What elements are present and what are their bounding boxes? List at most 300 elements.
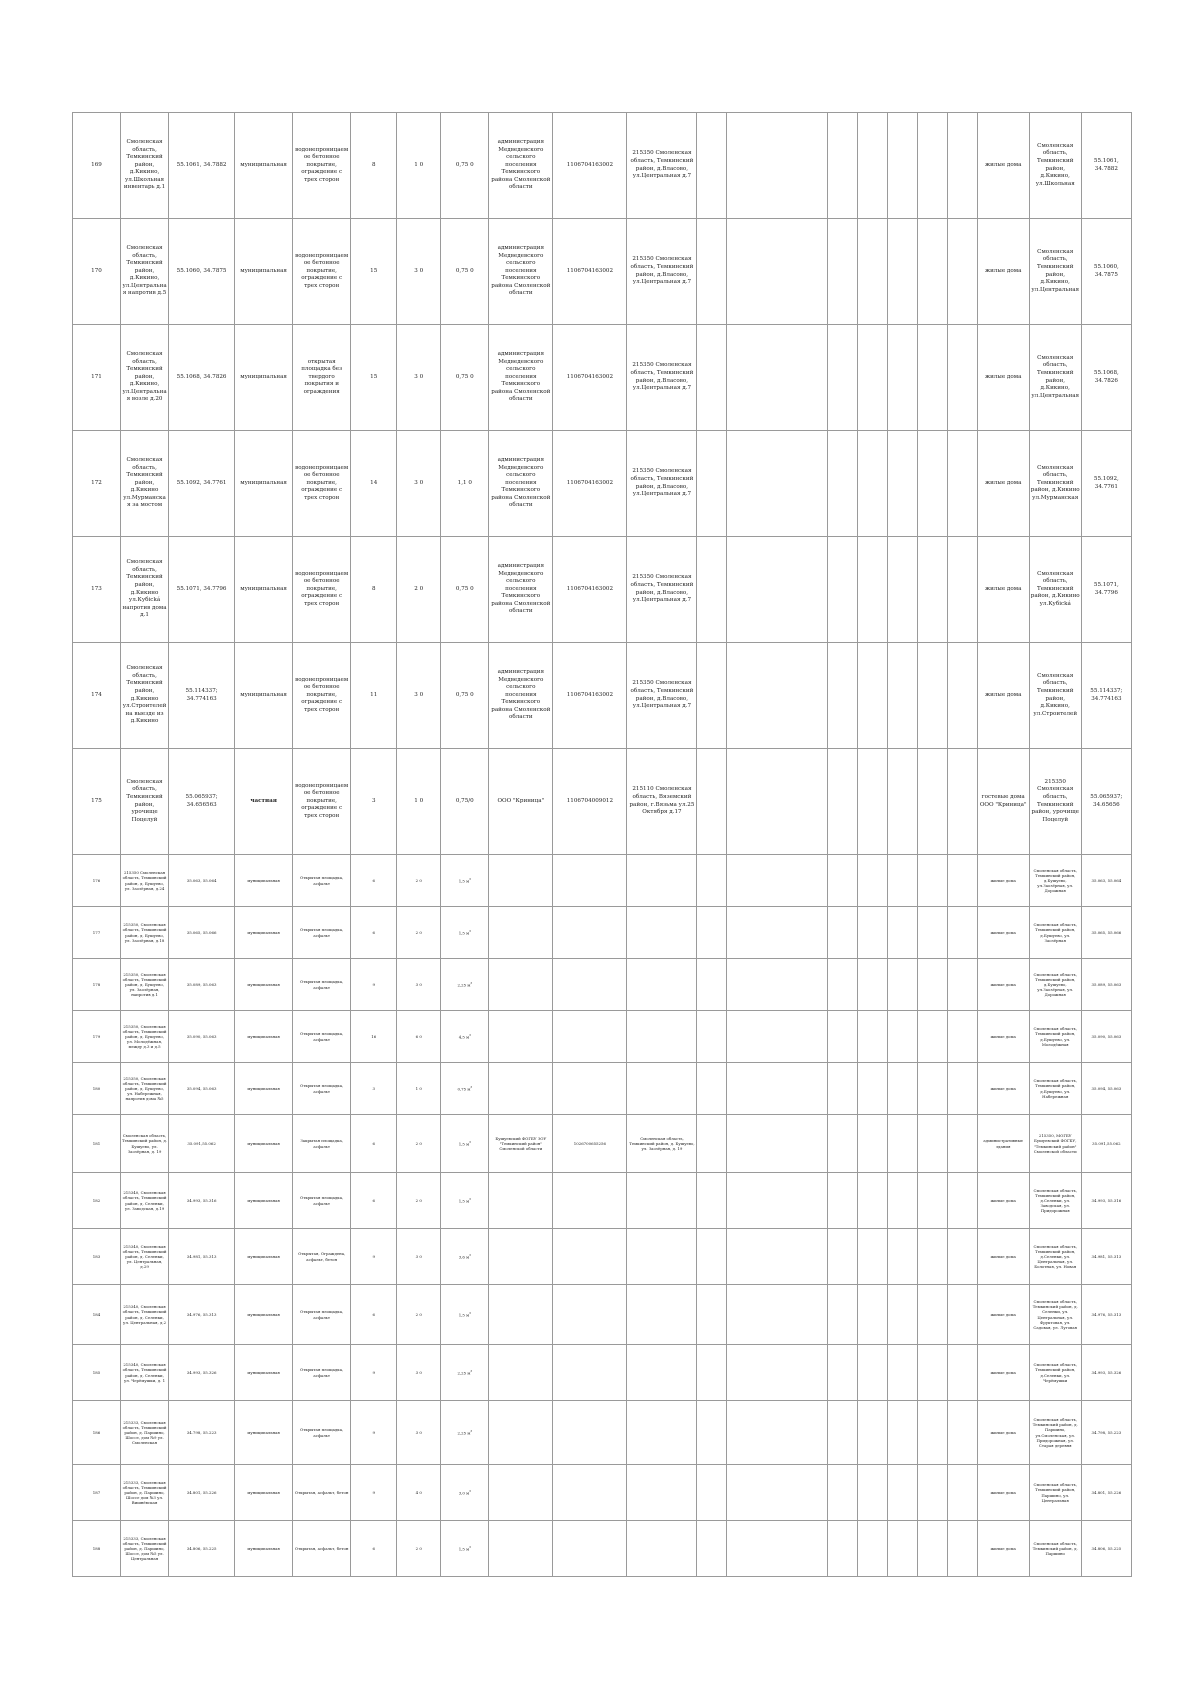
owner-name bbox=[489, 1345, 553, 1401]
surface-type: водонепроницаемое бетонное покрытие, ограждение с трех сторон bbox=[293, 113, 351, 219]
empty-cell bbox=[727, 1465, 827, 1521]
table-row bbox=[73, 537, 1132, 643]
waste-sources: жилые дома bbox=[977, 1063, 1029, 1115]
ownership-type: муниципальная bbox=[235, 431, 293, 537]
empty-cell bbox=[947, 1011, 977, 1063]
empty-cell bbox=[697, 643, 727, 749]
ownership-type: муниципальная bbox=[235, 1401, 293, 1465]
owner-address bbox=[627, 1063, 697, 1115]
container-volume: 3,0 $м^3$ bbox=[441, 1465, 489, 1521]
surface-type: Открытая площадка, асфальт bbox=[293, 1063, 351, 1115]
empty-cell bbox=[887, 959, 917, 1011]
surface-type: Закрытая площадка, асфальт bbox=[293, 1115, 351, 1173]
table-row bbox=[73, 855, 1132, 907]
owner-ogrn: 1026700655256 bbox=[553, 1115, 627, 1173]
empty-cell bbox=[827, 749, 857, 855]
container-count: 2 0 bbox=[397, 1173, 441, 1229]
container-count: 1 0 bbox=[397, 113, 441, 219]
source-address: Смоленская область, Темкинский район, д. Паршино bbox=[1029, 1521, 1081, 1577]
ownership-type: частная bbox=[235, 749, 293, 855]
area-value: 3 bbox=[351, 1063, 397, 1115]
table-row bbox=[73, 1285, 1132, 1345]
ownership-type: муниципальная bbox=[235, 1521, 293, 1577]
empty-cell bbox=[947, 643, 977, 749]
owner-ogrn bbox=[553, 855, 627, 907]
empty-cell bbox=[727, 1345, 827, 1401]
empty-cell bbox=[727, 219, 827, 325]
empty-cell bbox=[947, 113, 977, 219]
site-coordinates: 55.1060, 34.7875 bbox=[169, 219, 235, 325]
empty-cell bbox=[827, 219, 857, 325]
empty-cell bbox=[727, 431, 827, 537]
empty-cell bbox=[827, 431, 857, 537]
empty-cell bbox=[857, 537, 887, 643]
waste-sources: гостевые дома ООО "Криница" bbox=[977, 749, 1029, 855]
surface-type: Открытая площадка, асфальт bbox=[293, 1401, 351, 1465]
owner-ogrn bbox=[553, 1465, 627, 1521]
owner-ogrn: 1106704163002 bbox=[553, 643, 627, 749]
empty-cell bbox=[917, 1345, 947, 1401]
area-value: 6 bbox=[351, 1173, 397, 1229]
container-volume: 1,5 $м^3$ bbox=[441, 1173, 489, 1229]
owner-ogrn: 1106704163002 bbox=[553, 431, 627, 537]
area-value: 16 bbox=[351, 1011, 397, 1063]
source-coordinates: 35.065, 55.066 bbox=[1081, 907, 1131, 959]
site-coordinates: 34.993, 55.326 bbox=[169, 1345, 235, 1401]
site-coordinates: 35.090, 55.063 bbox=[169, 1011, 235, 1063]
empty-cell bbox=[917, 537, 947, 643]
empty-cell bbox=[917, 1285, 947, 1345]
area-value: 15 bbox=[351, 325, 397, 431]
empty-cell bbox=[917, 1115, 947, 1173]
table-row bbox=[73, 907, 1132, 959]
source-address: Смоленская область, Темкинский район, д.Кикино ул.Кубická bbox=[1029, 537, 1081, 643]
empty-cell bbox=[887, 643, 917, 749]
owner-ogrn bbox=[553, 1285, 627, 1345]
source-address: Смоленская область, Темкинский район, д. Паршино, ул.Смоленская, ул. Придорожная, ул. Старая деревня bbox=[1029, 1401, 1081, 1465]
table-row bbox=[73, 1173, 1132, 1229]
empty-cell bbox=[917, 1173, 947, 1229]
row-number: 173 bbox=[73, 537, 121, 643]
waste-sources: жилые дома bbox=[977, 1011, 1029, 1063]
source-address: Смоленская область, Темкинский район, д.Селенки, ул. Центральная, ул. Болотная, ул. Новая bbox=[1029, 1229, 1081, 1285]
container-volume: 0,75 0 bbox=[441, 537, 489, 643]
table-row bbox=[73, 1063, 1132, 1115]
source-address: Смоленская область, Темкинский район, д.Бушуево, ул. Заозёрная bbox=[1029, 907, 1081, 959]
table-row bbox=[73, 1465, 1132, 1521]
source-coordinates: 35.090, 55.063 bbox=[1081, 1011, 1131, 1063]
container-count: 3 0 bbox=[397, 959, 441, 1011]
owner-ogrn bbox=[553, 1063, 627, 1115]
surface-type: Открытая, Ограждена, асфальт, бетон bbox=[293, 1229, 351, 1285]
container-volume: 0,75/0 bbox=[441, 749, 489, 855]
area-value: 9 bbox=[351, 1401, 397, 1465]
empty-cell bbox=[857, 113, 887, 219]
owner-ogrn bbox=[553, 1521, 627, 1577]
source-coordinates: 34.993, 55.326 bbox=[1081, 1345, 1131, 1401]
empty-cell bbox=[697, 959, 727, 1011]
container-volume: 1,5 $м^3$ bbox=[441, 907, 489, 959]
empty-cell bbox=[857, 1465, 887, 1521]
row-number: 175 bbox=[73, 749, 121, 855]
owner-ogrn bbox=[553, 1229, 627, 1285]
container-volume: 3,6 $м^3$ bbox=[441, 1229, 489, 1285]
site-coordinates: 34.993, 55.316 bbox=[169, 1173, 235, 1229]
empty-cell bbox=[857, 1229, 887, 1285]
empty-cell bbox=[917, 643, 947, 749]
empty-cell bbox=[887, 907, 917, 959]
container-volume: 1,1 0 bbox=[441, 431, 489, 537]
container-volume: 0,75 0 bbox=[441, 219, 489, 325]
owner-address: 215350 Смоленская область, Темкинский район, д.Власово, ул.Центральная д.7 bbox=[627, 325, 697, 431]
ownership-type: муниципальная bbox=[235, 1011, 293, 1063]
empty-cell bbox=[827, 1115, 857, 1173]
empty-cell bbox=[887, 431, 917, 537]
area-value: 6 bbox=[351, 1285, 397, 1345]
empty-cell bbox=[697, 1011, 727, 1063]
empty-cell bbox=[827, 1285, 857, 1345]
site-coordinates: 35.094, 55.063 bbox=[169, 1063, 235, 1115]
surface-type: водонепроницаемое бетонное покрытие, ограждение с трех сторон bbox=[293, 431, 351, 537]
empty-cell bbox=[947, 1465, 977, 1521]
surface-type: Открытая площадка, асфальт bbox=[293, 907, 351, 959]
source-address: Смоленская область, Темкинский район, д.Селенки, ул. Заводская, ул. Придорожная bbox=[1029, 1173, 1081, 1229]
waste-sources: жилые дома bbox=[977, 1173, 1029, 1229]
empty-cell bbox=[827, 959, 857, 1011]
row-number: 178 bbox=[73, 959, 121, 1011]
row-number: 184 bbox=[73, 1285, 121, 1345]
container-count: 2 0 bbox=[397, 1521, 441, 1577]
container-volume: 4,5 $м^3$ bbox=[441, 1011, 489, 1063]
empty-cell bbox=[697, 1173, 727, 1229]
owner-address: 215350 Смоленская область, Темкинский район, д.Власово, ул.Центральная д.7 bbox=[627, 537, 697, 643]
empty-cell bbox=[917, 219, 947, 325]
waste-sources: жилые дома bbox=[977, 113, 1029, 219]
site-coordinates: 55.1071, 34.7796 bbox=[169, 537, 235, 643]
empty-cell bbox=[917, 907, 947, 959]
source-address: Смоленская область, Темкинский район, д. Селенки, ул. Центральная, ул. Фруктовая, ул. Садовая, ул. Луговая bbox=[1029, 1285, 1081, 1345]
empty-cell bbox=[697, 1115, 727, 1173]
empty-cell bbox=[887, 1173, 917, 1229]
ownership-type: муниципальная bbox=[235, 325, 293, 431]
ownership-type: муниципальная bbox=[235, 643, 293, 749]
empty-cell bbox=[827, 1229, 857, 1285]
empty-cell bbox=[887, 1345, 917, 1401]
empty-cell bbox=[727, 749, 827, 855]
container-count: 2 0 bbox=[397, 1285, 441, 1345]
owner-name: администрация Медведевского сельского поселения Темкинского района Смоленской области bbox=[489, 537, 553, 643]
site-coordinates: 34.798, 55.223 bbox=[169, 1401, 235, 1465]
container-volume: 1,5 $м^3$ bbox=[441, 1115, 489, 1173]
owner-address bbox=[627, 1229, 697, 1285]
site-address: 215333, Смоленская область, Темкинский район, д. Паршино, Шоссе, дом №5 ул. Центральная bbox=[121, 1521, 169, 1577]
container-volume: 1,5 $м^3$ bbox=[441, 1285, 489, 1345]
source-address: Смоленская область, Темкинский район, д.Селенки, ул. Черёмушки bbox=[1029, 1345, 1081, 1401]
site-coordinates: 34.981, 55.313 bbox=[169, 1229, 235, 1285]
surface-type: водонепроницаемое бетонное покрытие, ограждение с трех сторон bbox=[293, 749, 351, 855]
owner-address bbox=[627, 1465, 697, 1521]
table-row bbox=[73, 1115, 1132, 1173]
owner-name bbox=[489, 1063, 553, 1115]
empty-cell bbox=[827, 325, 857, 431]
empty-cell bbox=[697, 1345, 727, 1401]
empty-cell bbox=[857, 907, 887, 959]
table-row bbox=[73, 113, 1132, 219]
source-coordinates: 35.091,55.062 bbox=[1081, 1115, 1131, 1173]
owner-name: администрация Медведевского сельского поселения Темкинского района Смоленской области bbox=[489, 325, 553, 431]
empty-cell bbox=[857, 1011, 887, 1063]
waste-sources: жилые дома bbox=[977, 959, 1029, 1011]
empty-cell bbox=[727, 1011, 827, 1063]
site-address: Смоленская область, Темкинский район, д. Бушуево, ул. Заозёрная, д. 19 bbox=[121, 1115, 169, 1173]
surface-type: водонепроницаемое бетонное покрытие, ограждение с трех сторон bbox=[293, 537, 351, 643]
source-coordinates: 34.806, 55.225 bbox=[1081, 1521, 1131, 1577]
site-address: 215350, Смоленская область, Темкинский район, д. Бушуево, ул. Набережная, напротив дома №5 bbox=[121, 1063, 169, 1115]
area-value: 15 bbox=[351, 219, 397, 325]
row-number: 174 bbox=[73, 643, 121, 749]
row-number: 187 bbox=[73, 1465, 121, 1521]
empty-cell bbox=[857, 855, 887, 907]
waste-sources: жилые дома bbox=[977, 219, 1029, 325]
empty-cell bbox=[947, 1229, 977, 1285]
area-value: 9 bbox=[351, 1345, 397, 1401]
empty-cell bbox=[947, 1173, 977, 1229]
source-address: Смоленская область, Темкинский район, д.Кикино, ул.Центральная bbox=[1029, 325, 1081, 431]
empty-cell bbox=[827, 1173, 857, 1229]
container-volume: 2,25 $м^3$ bbox=[441, 959, 489, 1011]
source-coordinates: 55.1068, 34.7826 bbox=[1081, 325, 1131, 431]
empty-cell bbox=[887, 749, 917, 855]
waste-sources: жилые дома bbox=[977, 855, 1029, 907]
site-address: 215340, Смоленская область, Темкинский район, д. Селенки, ул. Центральная, д.29 bbox=[121, 1229, 169, 1285]
empty-cell bbox=[827, 855, 857, 907]
source-address: Смоленская область, Темкинский район, д.Бушуево, ул.Заозёрная, ул. Дорожная bbox=[1029, 959, 1081, 1011]
container-volume: 0,75 0 bbox=[441, 643, 489, 749]
empty-cell bbox=[727, 1115, 827, 1173]
container-volume: 2,25 $м^3$ bbox=[441, 1401, 489, 1465]
source-coordinates: 55.1071, 34.7796 bbox=[1081, 537, 1131, 643]
empty-cell bbox=[697, 1063, 727, 1115]
empty-cell bbox=[727, 113, 827, 219]
empty-cell bbox=[727, 1521, 827, 1577]
site-address: 215340, Смоленская область, Темкинский район, д. Селенки, ул. Заводская, д.19 bbox=[121, 1173, 169, 1229]
table-row bbox=[73, 325, 1132, 431]
container-count: 6 0 bbox=[397, 1011, 441, 1063]
owner-name: администрация Медведевского сельского поселения Темкинского района Смоленской области bbox=[489, 643, 553, 749]
empty-cell bbox=[917, 1465, 947, 1521]
site-coordinates: 34.976, 55.313 bbox=[169, 1285, 235, 1345]
waste-sources: жилые дома bbox=[977, 907, 1029, 959]
waste-site-register-table bbox=[72, 112, 1132, 1577]
owner-address bbox=[627, 1345, 697, 1401]
empty-cell bbox=[857, 325, 887, 431]
table-row bbox=[73, 959, 1132, 1011]
container-volume: 1,5 $м^3$ bbox=[441, 855, 489, 907]
waste-sources: жилые дома bbox=[977, 431, 1029, 537]
empty-cell bbox=[917, 749, 947, 855]
source-coordinates: 55.065937; 34.65656 bbox=[1081, 749, 1131, 855]
waste-sources: жилые дома bbox=[977, 1465, 1029, 1521]
ownership-type: муниципальная bbox=[235, 1229, 293, 1285]
container-count: 3 0 bbox=[397, 431, 441, 537]
area-value: 9 bbox=[351, 1465, 397, 1521]
empty-cell bbox=[887, 1229, 917, 1285]
ownership-type: муниципальная bbox=[235, 1285, 293, 1345]
empty-cell bbox=[947, 855, 977, 907]
empty-cell bbox=[727, 855, 827, 907]
surface-type: Открытая площадка, асфальт bbox=[293, 1011, 351, 1063]
empty-cell bbox=[857, 1521, 887, 1577]
empty-cell bbox=[917, 431, 947, 537]
empty-cell bbox=[917, 1521, 947, 1577]
source-address: Смоленская область, Темкинский район, д.Кикино, ул.Школьная bbox=[1029, 113, 1081, 219]
empty-cell bbox=[857, 431, 887, 537]
site-address: Смоленская область, Темкинский район, д.Кикино ул.Мурманская за мостом bbox=[121, 431, 169, 537]
area-value: 9 bbox=[351, 1229, 397, 1285]
table-row bbox=[73, 1011, 1132, 1063]
waste-sources: жилые дома bbox=[977, 1345, 1029, 1401]
container-count: 3 0 bbox=[397, 1345, 441, 1401]
empty-cell bbox=[887, 1115, 917, 1173]
source-coordinates: 34.798, 55.223 bbox=[1081, 1401, 1131, 1465]
empty-cell bbox=[947, 1285, 977, 1345]
empty-cell bbox=[947, 1063, 977, 1115]
empty-cell bbox=[917, 959, 947, 1011]
surface-type: Открытая площадка, асфальт bbox=[293, 1345, 351, 1401]
empty-cell bbox=[857, 1063, 887, 1115]
empty-cell bbox=[947, 537, 977, 643]
site-address: Смоленская область, Темкинский район, д.Кикино ул.Кубická напротив дома д.1 bbox=[121, 537, 169, 643]
site-coordinates: 55.114337; 34.774163 bbox=[169, 643, 235, 749]
area-value: 6 bbox=[351, 907, 397, 959]
container-count: 2 0 bbox=[397, 907, 441, 959]
empty-cell bbox=[947, 1115, 977, 1173]
empty-cell bbox=[727, 1063, 827, 1115]
owner-name bbox=[489, 1229, 553, 1285]
empty-cell bbox=[947, 749, 977, 855]
waste-sources: жилые дома bbox=[977, 1401, 1029, 1465]
source-coordinates: 35.089, 55.063 bbox=[1081, 959, 1131, 1011]
empty-cell bbox=[697, 855, 727, 907]
waste-sources: жилые дома bbox=[977, 643, 1029, 749]
empty-cell bbox=[697, 537, 727, 643]
owner-ogrn: 1106704163002 bbox=[553, 325, 627, 431]
area-value: 11 bbox=[351, 643, 397, 749]
source-coordinates: 35.063, 55.064 bbox=[1081, 855, 1131, 907]
surface-type: Открытая, асфальт, бетон bbox=[293, 1465, 351, 1521]
surface-type: открытая площадка без твердого покрытия и ограждения bbox=[293, 325, 351, 431]
empty-cell bbox=[857, 959, 887, 1011]
waste-sources: жилые дома bbox=[977, 1229, 1029, 1285]
site-address: Смоленская область, Темкинский район, урочище Поцелуй bbox=[121, 749, 169, 855]
empty-cell bbox=[857, 1401, 887, 1465]
empty-cell bbox=[727, 643, 827, 749]
empty-cell bbox=[887, 537, 917, 643]
empty-cell bbox=[827, 537, 857, 643]
container-count: 3 0 bbox=[397, 1229, 441, 1285]
row-number: 170 bbox=[73, 219, 121, 325]
container-count: 3 0 bbox=[397, 219, 441, 325]
row-number: 169 bbox=[73, 113, 121, 219]
ownership-type: муниципальная bbox=[235, 1115, 293, 1173]
empty-cell bbox=[857, 749, 887, 855]
source-coordinates: 55.1061, 34.7882 bbox=[1081, 113, 1131, 219]
empty-cell bbox=[947, 959, 977, 1011]
empty-cell bbox=[697, 1401, 727, 1465]
site-coordinates: 35.091,55.062 bbox=[169, 1115, 235, 1173]
container-volume: 1,5 $м^3$ bbox=[441, 1521, 489, 1577]
owner-ogrn bbox=[553, 1011, 627, 1063]
owner-name bbox=[489, 1285, 553, 1345]
empty-cell bbox=[697, 113, 727, 219]
ownership-type: муниципальная bbox=[235, 1173, 293, 1229]
source-coordinates: 34.981, 55.313 bbox=[1081, 1229, 1131, 1285]
owner-name bbox=[489, 1521, 553, 1577]
empty-cell bbox=[887, 855, 917, 907]
row-number: 181 bbox=[73, 1115, 121, 1173]
area-value: 9 bbox=[351, 959, 397, 1011]
empty-cell bbox=[917, 325, 947, 431]
empty-cell bbox=[697, 219, 727, 325]
empty-cell bbox=[917, 1063, 947, 1115]
owner-address bbox=[627, 855, 697, 907]
site-address: 215350 Смоленская область, Темкинский район, д. Бушуево, ул. Заозёрная, д.24 bbox=[121, 855, 169, 907]
owner-address bbox=[627, 959, 697, 1011]
container-count: 3 0 bbox=[397, 643, 441, 749]
empty-cell bbox=[887, 1011, 917, 1063]
empty-cell bbox=[727, 959, 827, 1011]
owner-address bbox=[627, 1285, 697, 1345]
row-number: 183 bbox=[73, 1229, 121, 1285]
empty-cell bbox=[727, 1401, 827, 1465]
empty-cell bbox=[827, 643, 857, 749]
row-number: 180 bbox=[73, 1063, 121, 1115]
area-value: 3 bbox=[351, 749, 397, 855]
site-address: 215340, Смоленская область, Темкинский район, д. Селенки, ул. Черёмушки, д. 1 bbox=[121, 1345, 169, 1401]
ownership-type: муниципальная bbox=[235, 1465, 293, 1521]
empty-cell bbox=[887, 1465, 917, 1521]
owner-name bbox=[489, 1465, 553, 1521]
empty-cell bbox=[727, 325, 827, 431]
waste-sources: жилые дома bbox=[977, 537, 1029, 643]
site-address: 215350, Смоленская область, Темкинский район, д. Бушуево, ул. Заозёрная, д.18 bbox=[121, 907, 169, 959]
row-number: 188 bbox=[73, 1521, 121, 1577]
area-value: 6 bbox=[351, 1115, 397, 1173]
source-address: Смоленская область, Темкинский район, д.Кикино, ул.Строителей bbox=[1029, 643, 1081, 749]
empty-cell bbox=[947, 907, 977, 959]
empty-cell bbox=[727, 1173, 827, 1229]
site-address: Смоленская область, Темкинский район, д.Кикино, ул.Центральная напротив д.5 bbox=[121, 219, 169, 325]
source-coordinates: 35.094, 55.063 bbox=[1081, 1063, 1131, 1115]
owner-address: Смоленская область, Темкинский район, д. Бушуево, ул. Заозёрная, д. 19 bbox=[627, 1115, 697, 1173]
owner-address: 215350 Смоленская область, Темкинский район, д.Власово, ул.Центральная д.7 bbox=[627, 113, 697, 219]
ownership-type: муниципальная bbox=[235, 959, 293, 1011]
empty-cell bbox=[887, 113, 917, 219]
empty-cell bbox=[697, 1521, 727, 1577]
site-coordinates: 34.801, 55.226 bbox=[169, 1465, 235, 1521]
source-coordinates: 34.993, 55.316 bbox=[1081, 1173, 1131, 1229]
empty-cell bbox=[697, 431, 727, 537]
waste-sources: жилые дома bbox=[977, 1521, 1029, 1577]
source-address: Смоленская область, Темкинский район, д.Бушуево, ул. Набережная bbox=[1029, 1063, 1081, 1115]
source-address: Смоленская область, Темкинский район, д.Бушуево, ул. Молодёжная bbox=[1029, 1011, 1081, 1063]
empty-cell bbox=[917, 1229, 947, 1285]
empty-cell bbox=[857, 219, 887, 325]
empty-cell bbox=[727, 907, 827, 959]
empty-cell bbox=[857, 1285, 887, 1345]
container-count: 1 0 bbox=[397, 749, 441, 855]
table-row bbox=[73, 1345, 1132, 1401]
